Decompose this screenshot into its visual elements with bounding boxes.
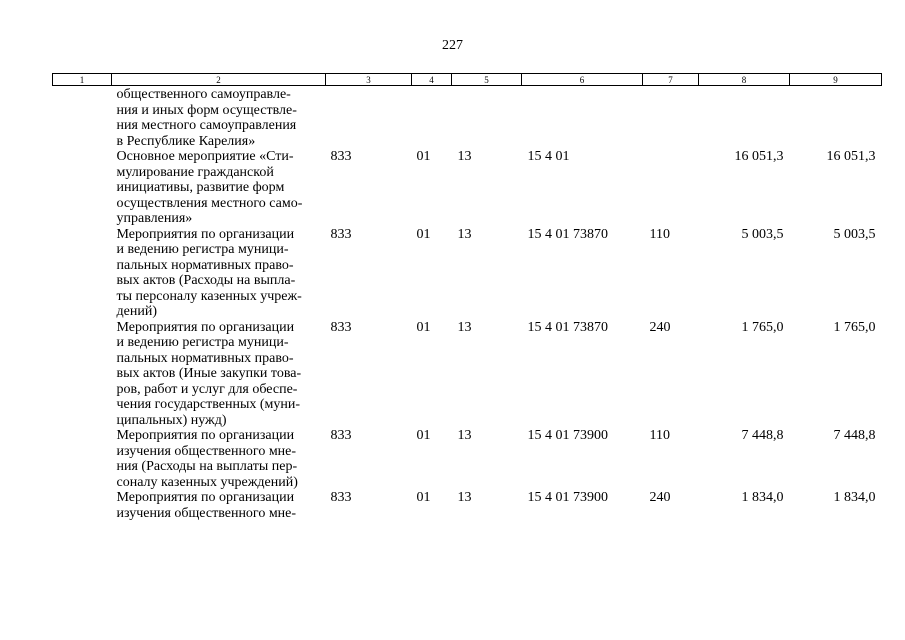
- expense-type-cell: 240: [649, 490, 671, 505]
- item-name-cell: Мероприятия по организации и ведению регистра муници- пальных нормативных право- вых актов (Иные закупки това- ров, работ и услуг для обеспе- чения государственных (муни- ципальных) нужд): [116, 319, 302, 428]
- amount-cell: 7 448,8: [741, 428, 784, 443]
- row-number-cell: [53, 227, 112, 320]
- table-row: [53, 149, 882, 227]
- amount-cell: [699, 86, 790, 150]
- column-header-9: 9: [790, 74, 882, 86]
- expense-type-cell: [643, 149, 699, 227]
- column-header-7: 7: [643, 74, 699, 86]
- amount-total-cell: 16 051,3: [826, 149, 876, 164]
- admin-code-cell: [326, 86, 412, 150]
- expense-type-cell: [643, 86, 699, 150]
- subsection-cell: 13: [457, 428, 472, 443]
- item-name-cell: Мероприятия по организации и ведению регистра муници- пальных нормативных право- вых актов (Расходы на выпла- ты персоналу казенных учреж- дений): [116, 226, 302, 319]
- target-article-cell: 15 4 01 73870: [527, 226, 608, 242]
- section-cell: 01: [416, 226, 431, 242]
- amount-total-cell: [790, 86, 882, 150]
- expense-type-cell: 110: [649, 428, 670, 443]
- column-header-8: 8: [699, 74, 790, 86]
- table-row: [53, 320, 882, 429]
- column-header-6: 6: [522, 74, 643, 86]
- item-name-cell: Мероприятия по организации изучения общественного мне-: [116, 490, 297, 521]
- row-number-cell: [53, 86, 112, 150]
- column-header-4: 4: [412, 74, 452, 86]
- admin-code-cell: 833: [330, 226, 352, 242]
- expense-type-cell: 240: [649, 319, 671, 335]
- admin-code-cell: 833: [330, 149, 352, 164]
- subsection-cell: 13: [457, 490, 472, 505]
- column-header-5: 5: [452, 74, 522, 86]
- target-article-cell: 15 4 01 73900: [527, 490, 608, 505]
- item-name-cell: Основное мероприятие «Сти- мулирование гражданской инициативы, развитие форм осуществления местного само- управления»: [116, 149, 303, 226]
- amount-total-cell: 7 448,8: [833, 428, 876, 443]
- section-cell: 01: [416, 490, 431, 505]
- table-row: [53, 86, 882, 150]
- target-article-cell: 15 4 01 73870: [527, 319, 608, 335]
- amount-cell: 16 051,3: [734, 149, 784, 164]
- admin-code-cell: 833: [330, 428, 352, 443]
- item-name-cell: Мероприятия по организации изучения общественного мне- ния (Расходы на выплаты пер- соналу казенных учреждений): [116, 428, 298, 490]
- target-article-cell: 15 4 01 73900: [527, 428, 608, 443]
- target-article-cell: [522, 86, 643, 150]
- section-cell: 01: [416, 319, 431, 335]
- amount-total-cell: 1 834,0: [833, 490, 876, 505]
- amount-total-cell: 5 003,5: [833, 226, 876, 242]
- row-number-cell: [53, 320, 112, 429]
- expense-type-cell: 110: [649, 226, 670, 242]
- table-row: [53, 490, 882, 521]
- admin-code-cell: 833: [330, 319, 352, 335]
- subsection-cell: 13: [457, 226, 472, 242]
- table-row: [53, 227, 882, 320]
- target-article-cell: 15 4 01: [527, 149, 570, 164]
- section-cell: [412, 86, 452, 150]
- column-header-1: 1: [53, 74, 112, 86]
- column-header-2: 2: [112, 74, 326, 86]
- column-header-3: 3: [326, 74, 412, 86]
- table-row: [53, 428, 882, 490]
- column-number-header-row: [53, 74, 882, 86]
- subsection-cell: [452, 86, 522, 150]
- table-body: [53, 86, 882, 522]
- amount-cell: 5 003,5: [741, 226, 784, 242]
- row-number-cell: [53, 149, 112, 227]
- item-name-cell: общественного самоуправле- ния и иных форм осуществле- ния местного самоуправления в Республике Карелия»: [116, 87, 297, 149]
- page-number: 227: [442, 38, 463, 53]
- budget-table: [52, 73, 882, 521]
- row-number-cell: [53, 490, 112, 521]
- subsection-cell: 13: [457, 149, 472, 164]
- row-number-cell: [53, 428, 112, 490]
- admin-code-cell: 833: [330, 490, 352, 505]
- amount-total-cell: 1 765,0: [833, 319, 876, 335]
- section-cell: 01: [416, 428, 431, 443]
- section-cell: 01: [416, 149, 431, 164]
- amount-cell: 1 834,0: [741, 490, 784, 505]
- amount-cell: 1 765,0: [741, 319, 784, 335]
- subsection-cell: 13: [457, 319, 472, 335]
